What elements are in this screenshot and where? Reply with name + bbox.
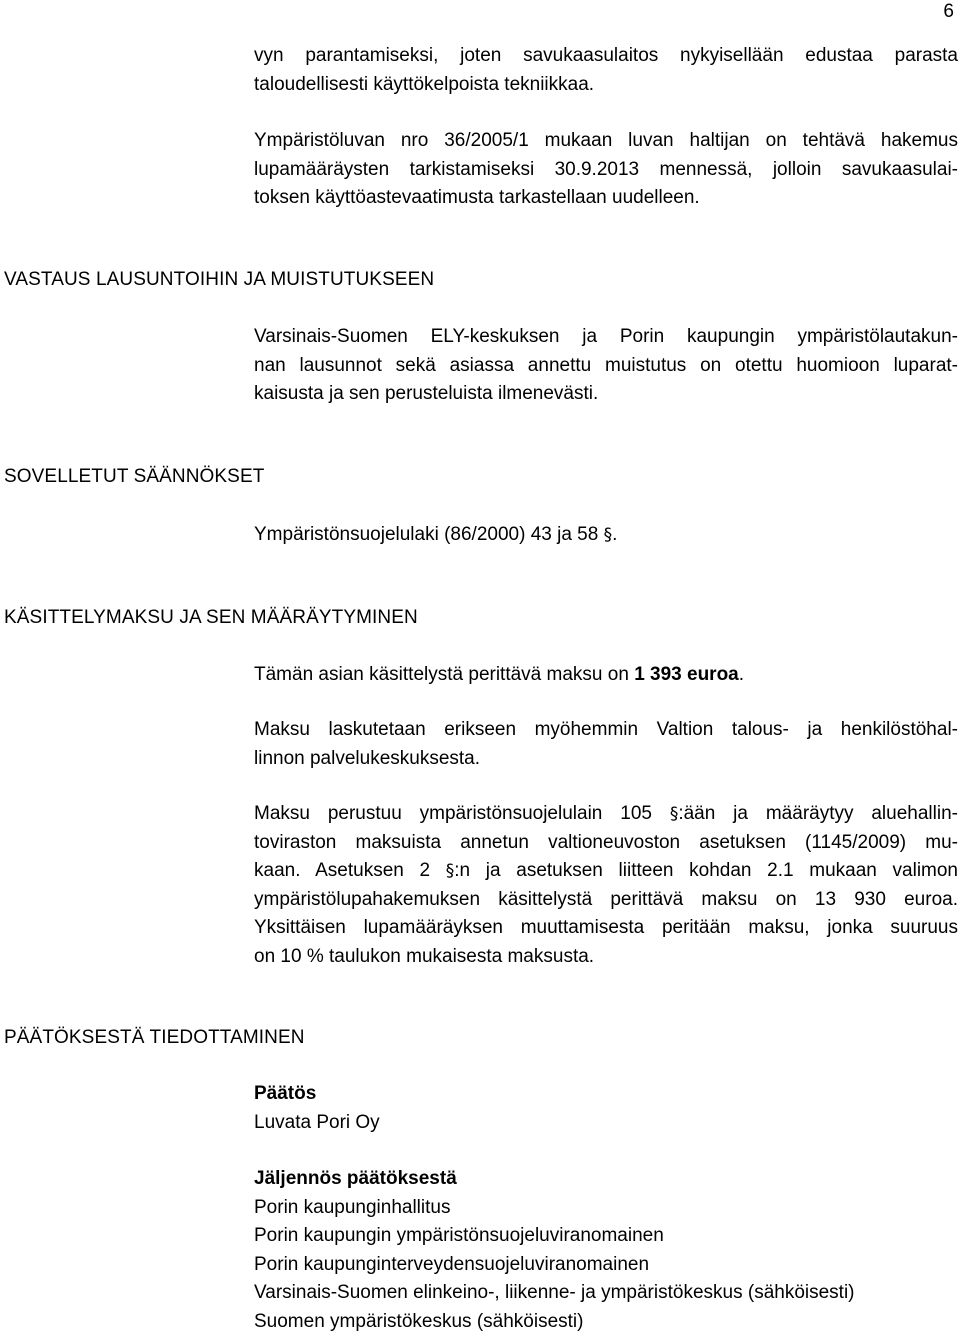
intro-paragraph-1 <box>254 42 958 99</box>
recipient-item: Porin kaupunginhallitus <box>254 1194 958 1223</box>
jaljennos-label: Jäljennös päätöksestä <box>254 1165 958 1194</box>
basis-line-3-b: :n ja asetuksen liitteen kohdan 2.1 mukaan valimon <box>454 860 958 881</box>
heading-kasittelymaksu: KÄSITTELYMAKSU JA SEN MÄÄRÄYTYMINEN <box>4 604 418 632</box>
heading-tiedottaminen: PÄÄTÖKSESTÄ TIEDOTTAMINEN <box>4 1024 305 1052</box>
basis-line-1-b: :ään ja määräytyy aluehallin- <box>678 803 958 824</box>
basis-line-1 <box>254 800 958 829</box>
kasittelymaksu-paragraph-1 <box>254 661 958 690</box>
sovelletut-line <box>254 521 958 550</box>
basis-line-3-a: kaan. Asetuksen 2 <box>254 860 446 881</box>
billing-line-1: Maksu laskutetaan erikseen myöhemmin Valtion talous- ja henkilöstöhal- <box>254 716 958 745</box>
paatos-section <box>254 1080 958 1137</box>
jaljennos-section <box>254 1165 958 1336</box>
recipient-item: Varsinais-Suomen elinkeino-, liikenne- ja ympäristökeskus (sähköisesti) <box>254 1279 958 1308</box>
kasittelymaksu-paragraph-3 <box>254 800 958 971</box>
basis-line-1-a: Maksu perustuu ympäristönsuojelulain 105 <box>254 803 670 824</box>
section-symbol: § <box>446 861 455 881</box>
page-number: 6 <box>943 0 954 24</box>
paatos-label: Päätös <box>254 1080 958 1109</box>
section-symbol: § <box>670 804 679 824</box>
kasittelymaksu-paragraph-2 <box>254 716 958 773</box>
heading-vastaus: VASTAUS LAUSUNTOIHIN JA MUISTUTUKSEEN <box>4 266 434 294</box>
paatos-recipient: Luvata Pori Oy <box>254 1109 958 1138</box>
billing-line-2: linnon palvelukeskuksesta. <box>254 745 958 774</box>
basis-line-5: Yksittäisen lupamääräyksen muuttamisesta peritään maksu, jonka suuruus <box>254 914 958 943</box>
intro-p2-line-2: lupamääräysten tarkistamiseksi 30.9.2013 mennessä, jolloin savukaasulai- <box>254 156 958 185</box>
intro-p2-line-3: toksen käyttöastevaatimusta tarkastellaan uudelleen. <box>254 184 958 213</box>
basis-line-4: ympäristölupahakemuksen käsittelystä perittävä maksu on 13 930 euroa. <box>254 886 958 915</box>
basis-line-2: toviraston maksuista annetun valtioneuvoston asetuksen (1145/2009) mu- <box>254 829 958 858</box>
heading-sovelletut: SOVELLETUT SÄÄNNÖKSET <box>4 463 264 491</box>
intro-p1-line-1: vyn parantamiseksi, joten savukaasulaitos nykyisellään edustaa parasta <box>254 42 958 71</box>
recipient-item: Porin kaupungin ympäristönsuojeluviranomainen <box>254 1222 958 1251</box>
fee-amount: 1 393 euroa <box>634 664 739 685</box>
fee-line <box>254 661 958 690</box>
intro-paragraph-2 <box>254 127 958 213</box>
recipient-item: Porin kaupunginterveydensuojeluviranomainen <box>254 1251 958 1280</box>
sovelletut-text: Ympäristönsuojelulaki (86/2000) 43 ja 58 <box>254 524 604 545</box>
basis-line-6: on 10 % taulukon mukaisesta maksusta. <box>254 943 958 972</box>
fee-text: Tämän asian käsittelystä perittävä maksu on <box>254 664 634 685</box>
sovelletut-paragraph <box>254 521 958 550</box>
vastaus-line-3: kaisusta ja sen perusteluista ilmenevästi. <box>254 380 958 409</box>
sovelletut-end: . <box>612 524 617 545</box>
vastaus-line-2: nan lausunnot sekä asiassa annettu muistutus on otettu huomioon luparat- <box>254 352 958 381</box>
intro-p2-line-1: Ympäristöluvan nro 36/2005/1 mukaan luvan haltijan on tehtävä hakemus <box>254 127 958 156</box>
recipient-item: Suomen ympäristökeskus (sähköisesti) <box>254 1308 958 1336</box>
fee-end: . <box>739 664 744 685</box>
section-symbol: § <box>604 525 613 545</box>
intro-p1-line-2: taloudellisesti käyttökelpoista tekniikkaa. <box>254 71 958 100</box>
basis-line-3 <box>254 857 958 886</box>
vastaus-paragraph <box>254 323 958 409</box>
vastaus-line-1: Varsinais-Suomen ELY-keskuksen ja Porin kaupungin ympäristölautakun- <box>254 323 958 352</box>
